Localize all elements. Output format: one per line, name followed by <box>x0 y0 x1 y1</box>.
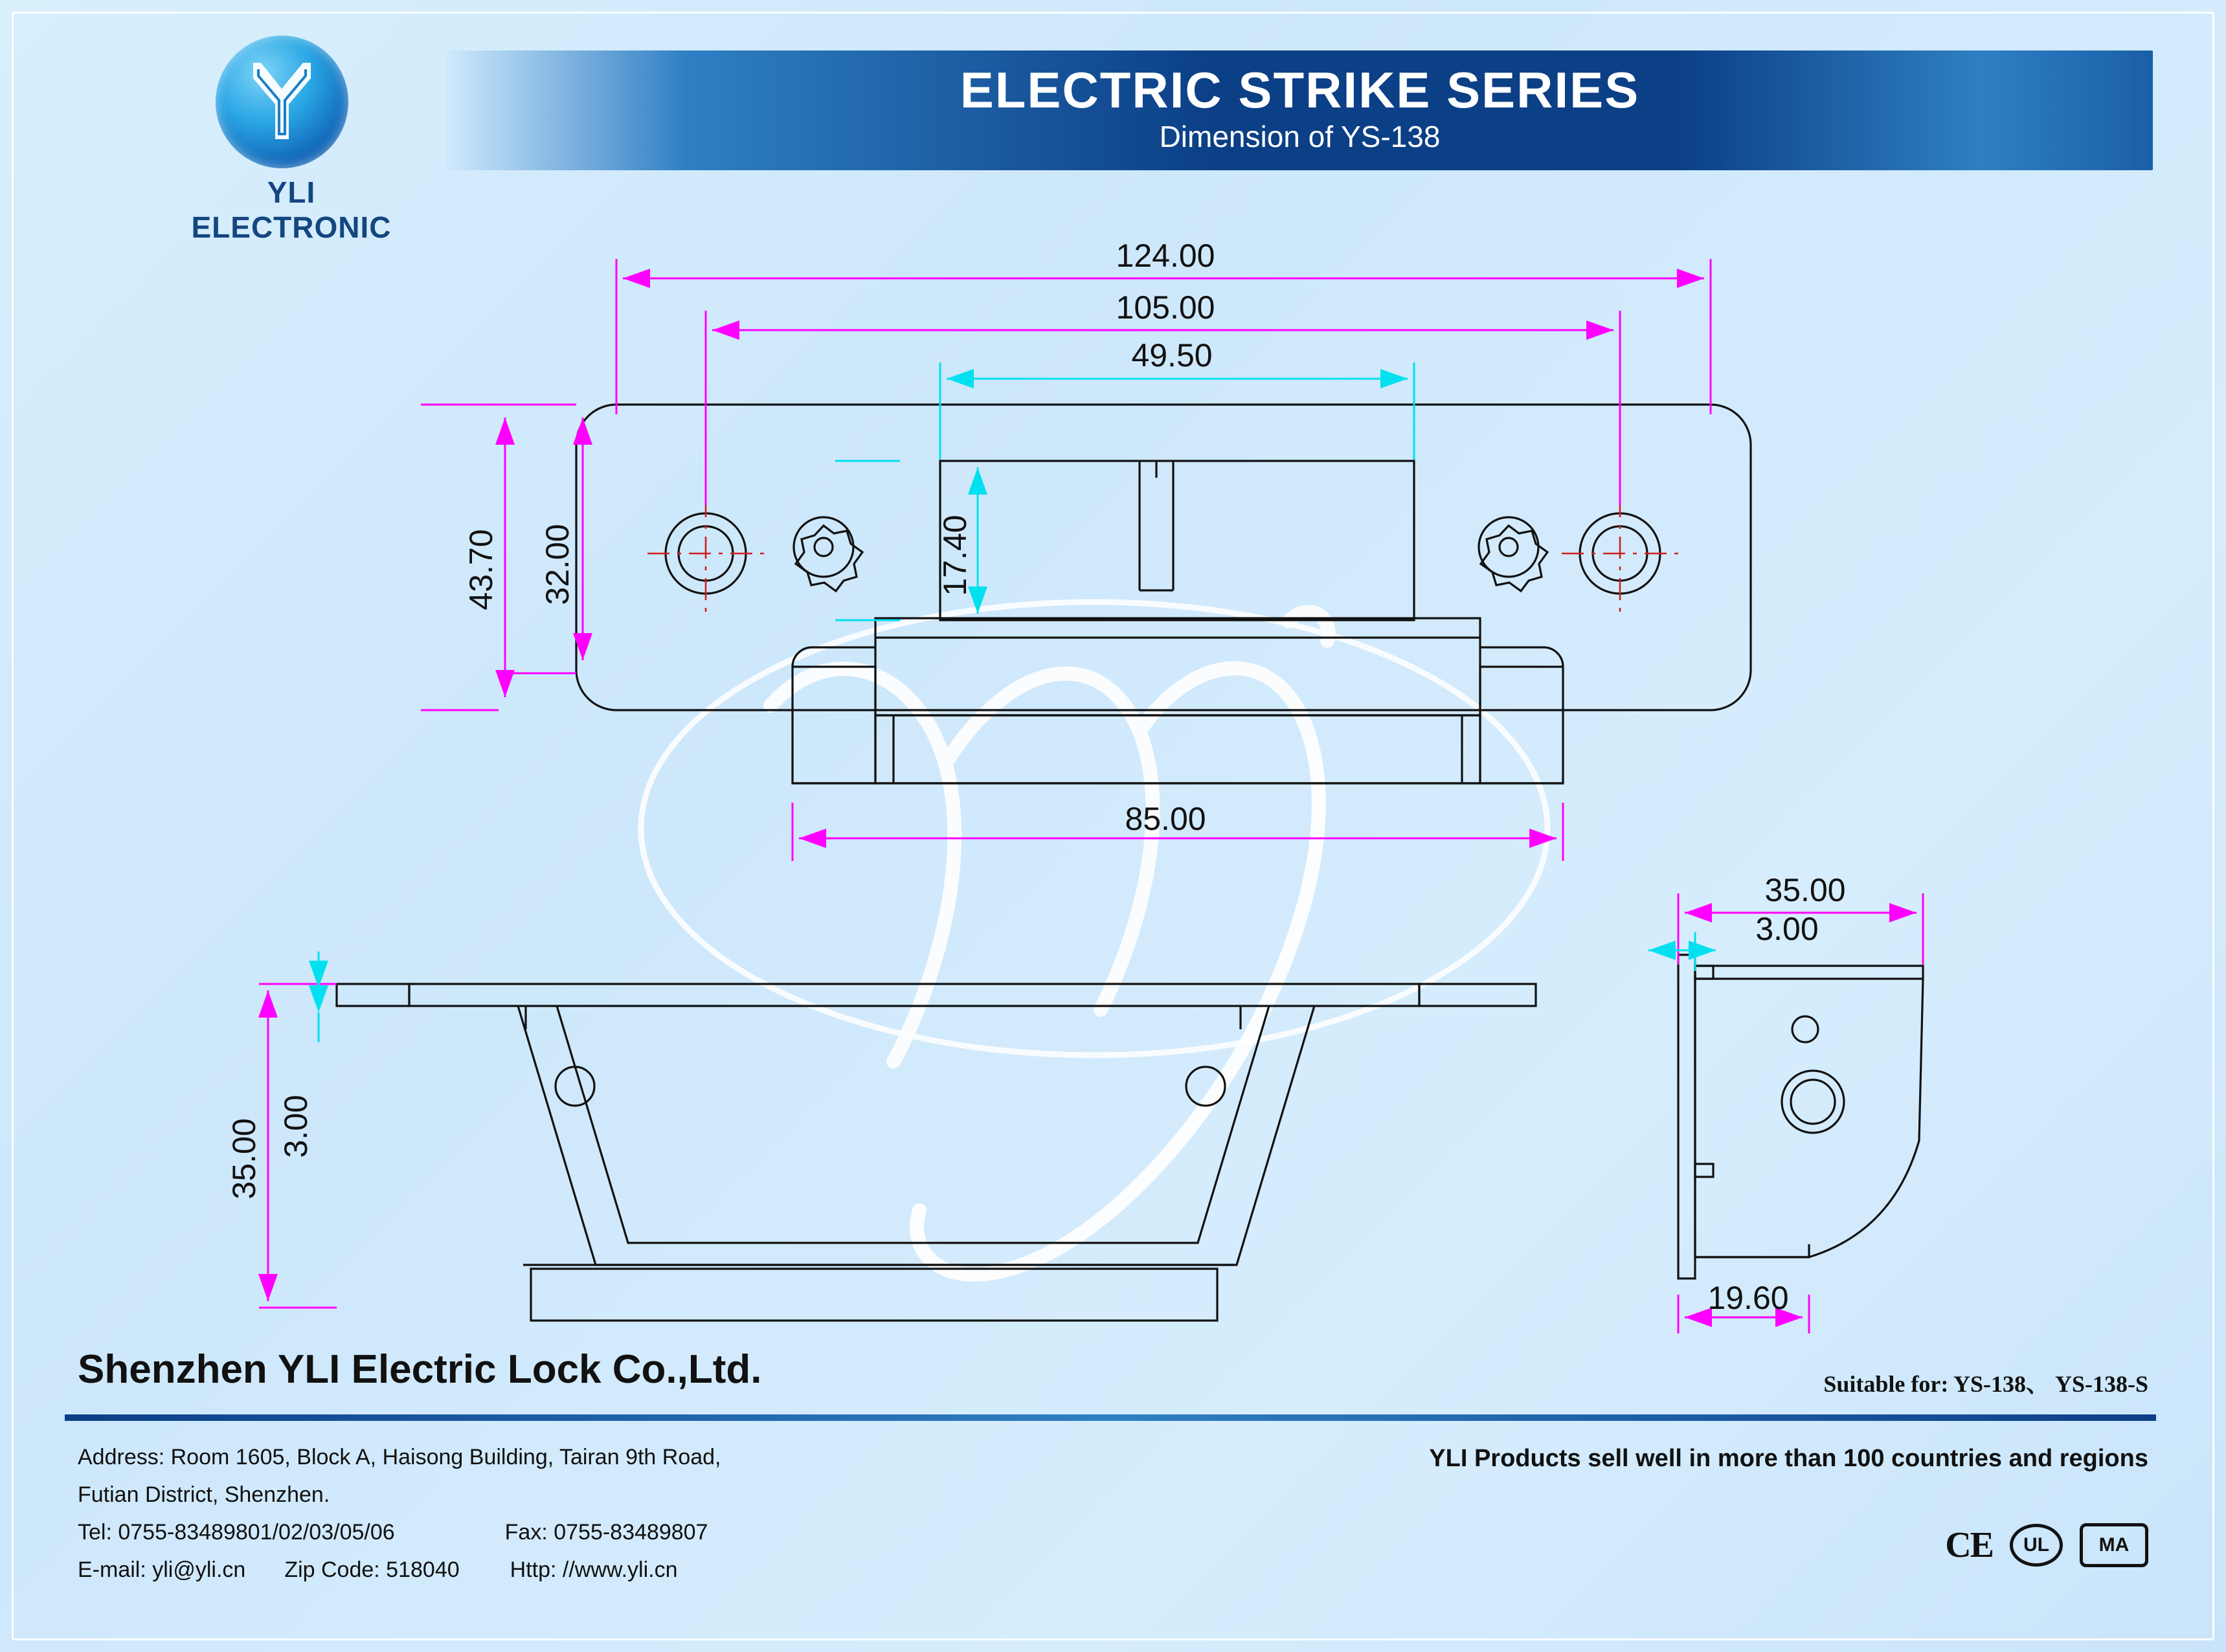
ce-mark-icon: CE <box>1945 1525 1993 1565</box>
dim-side-thickness: 3.00 <box>1755 911 1819 947</box>
dim-keeper-height: 17.40 <box>937 515 973 596</box>
title-banner <box>447 50 2153 170</box>
ma-mark-icon: MA <box>2080 1523 2148 1567</box>
marketing-slogan: YLI Products sell well in more than 100 countries and regions <box>1429 1445 2148 1472</box>
dim-side-depth: 35.00 <box>1764 872 1846 908</box>
fax: Fax: 0755-83489807 <box>504 1520 708 1545</box>
address-line-1: Address: Room 1605, Block A, Haisong Building, Tairan 9th Road, <box>78 1445 721 1469</box>
dim-overall-height: 43.70 <box>463 529 499 610</box>
zip-code: Zip Code: 518040 <box>284 1557 460 1582</box>
website-link[interactable]: Http: //www.yli.cn <box>510 1557 678 1582</box>
dim-top-thickness: 3.00 <box>278 1095 314 1158</box>
ul-mark-icon: UL <box>2010 1524 2063 1567</box>
dim-plate-height: 32.00 <box>539 524 576 605</box>
telephone: Tel: 0755-83489801/02/03/05/06 <box>78 1520 395 1545</box>
contact-block <box>78 1438 721 1589</box>
company-logo <box>165 36 418 244</box>
certification-marks <box>1945 1523 2148 1568</box>
banner-title: ELECTRIC STRIKE SERIES <box>960 61 1640 118</box>
dim-body-width: 85.00 <box>1125 801 1206 837</box>
dim-top-depth: 35.00 <box>226 1118 262 1200</box>
dim-hole-spacing: 105.00 <box>1116 289 1215 326</box>
suitable-for-text: Suitable for: YS-138、 YS-138-S <box>1823 1371 2148 1397</box>
company-name: Shenzhen YLI Electric Lock Co.,Ltd. <box>78 1347 762 1392</box>
email[interactable]: E-mail: yli@yli.cn <box>78 1557 246 1582</box>
dim-keeper-width: 49.50 <box>1131 337 1213 374</box>
banner-subtitle: Dimension of YS-138 <box>1159 120 1441 153</box>
address-line-2: Futian District, Shenzhen. <box>78 1482 330 1507</box>
dim-overall-width: 124.00 <box>1116 238 1215 274</box>
logo-y-icon <box>216 36 348 168</box>
footer-divider <box>65 1414 2156 1421</box>
dim-body-depth: 19.60 <box>1707 1280 1789 1316</box>
logo-text: YLI ELECTRONIC <box>191 175 392 244</box>
